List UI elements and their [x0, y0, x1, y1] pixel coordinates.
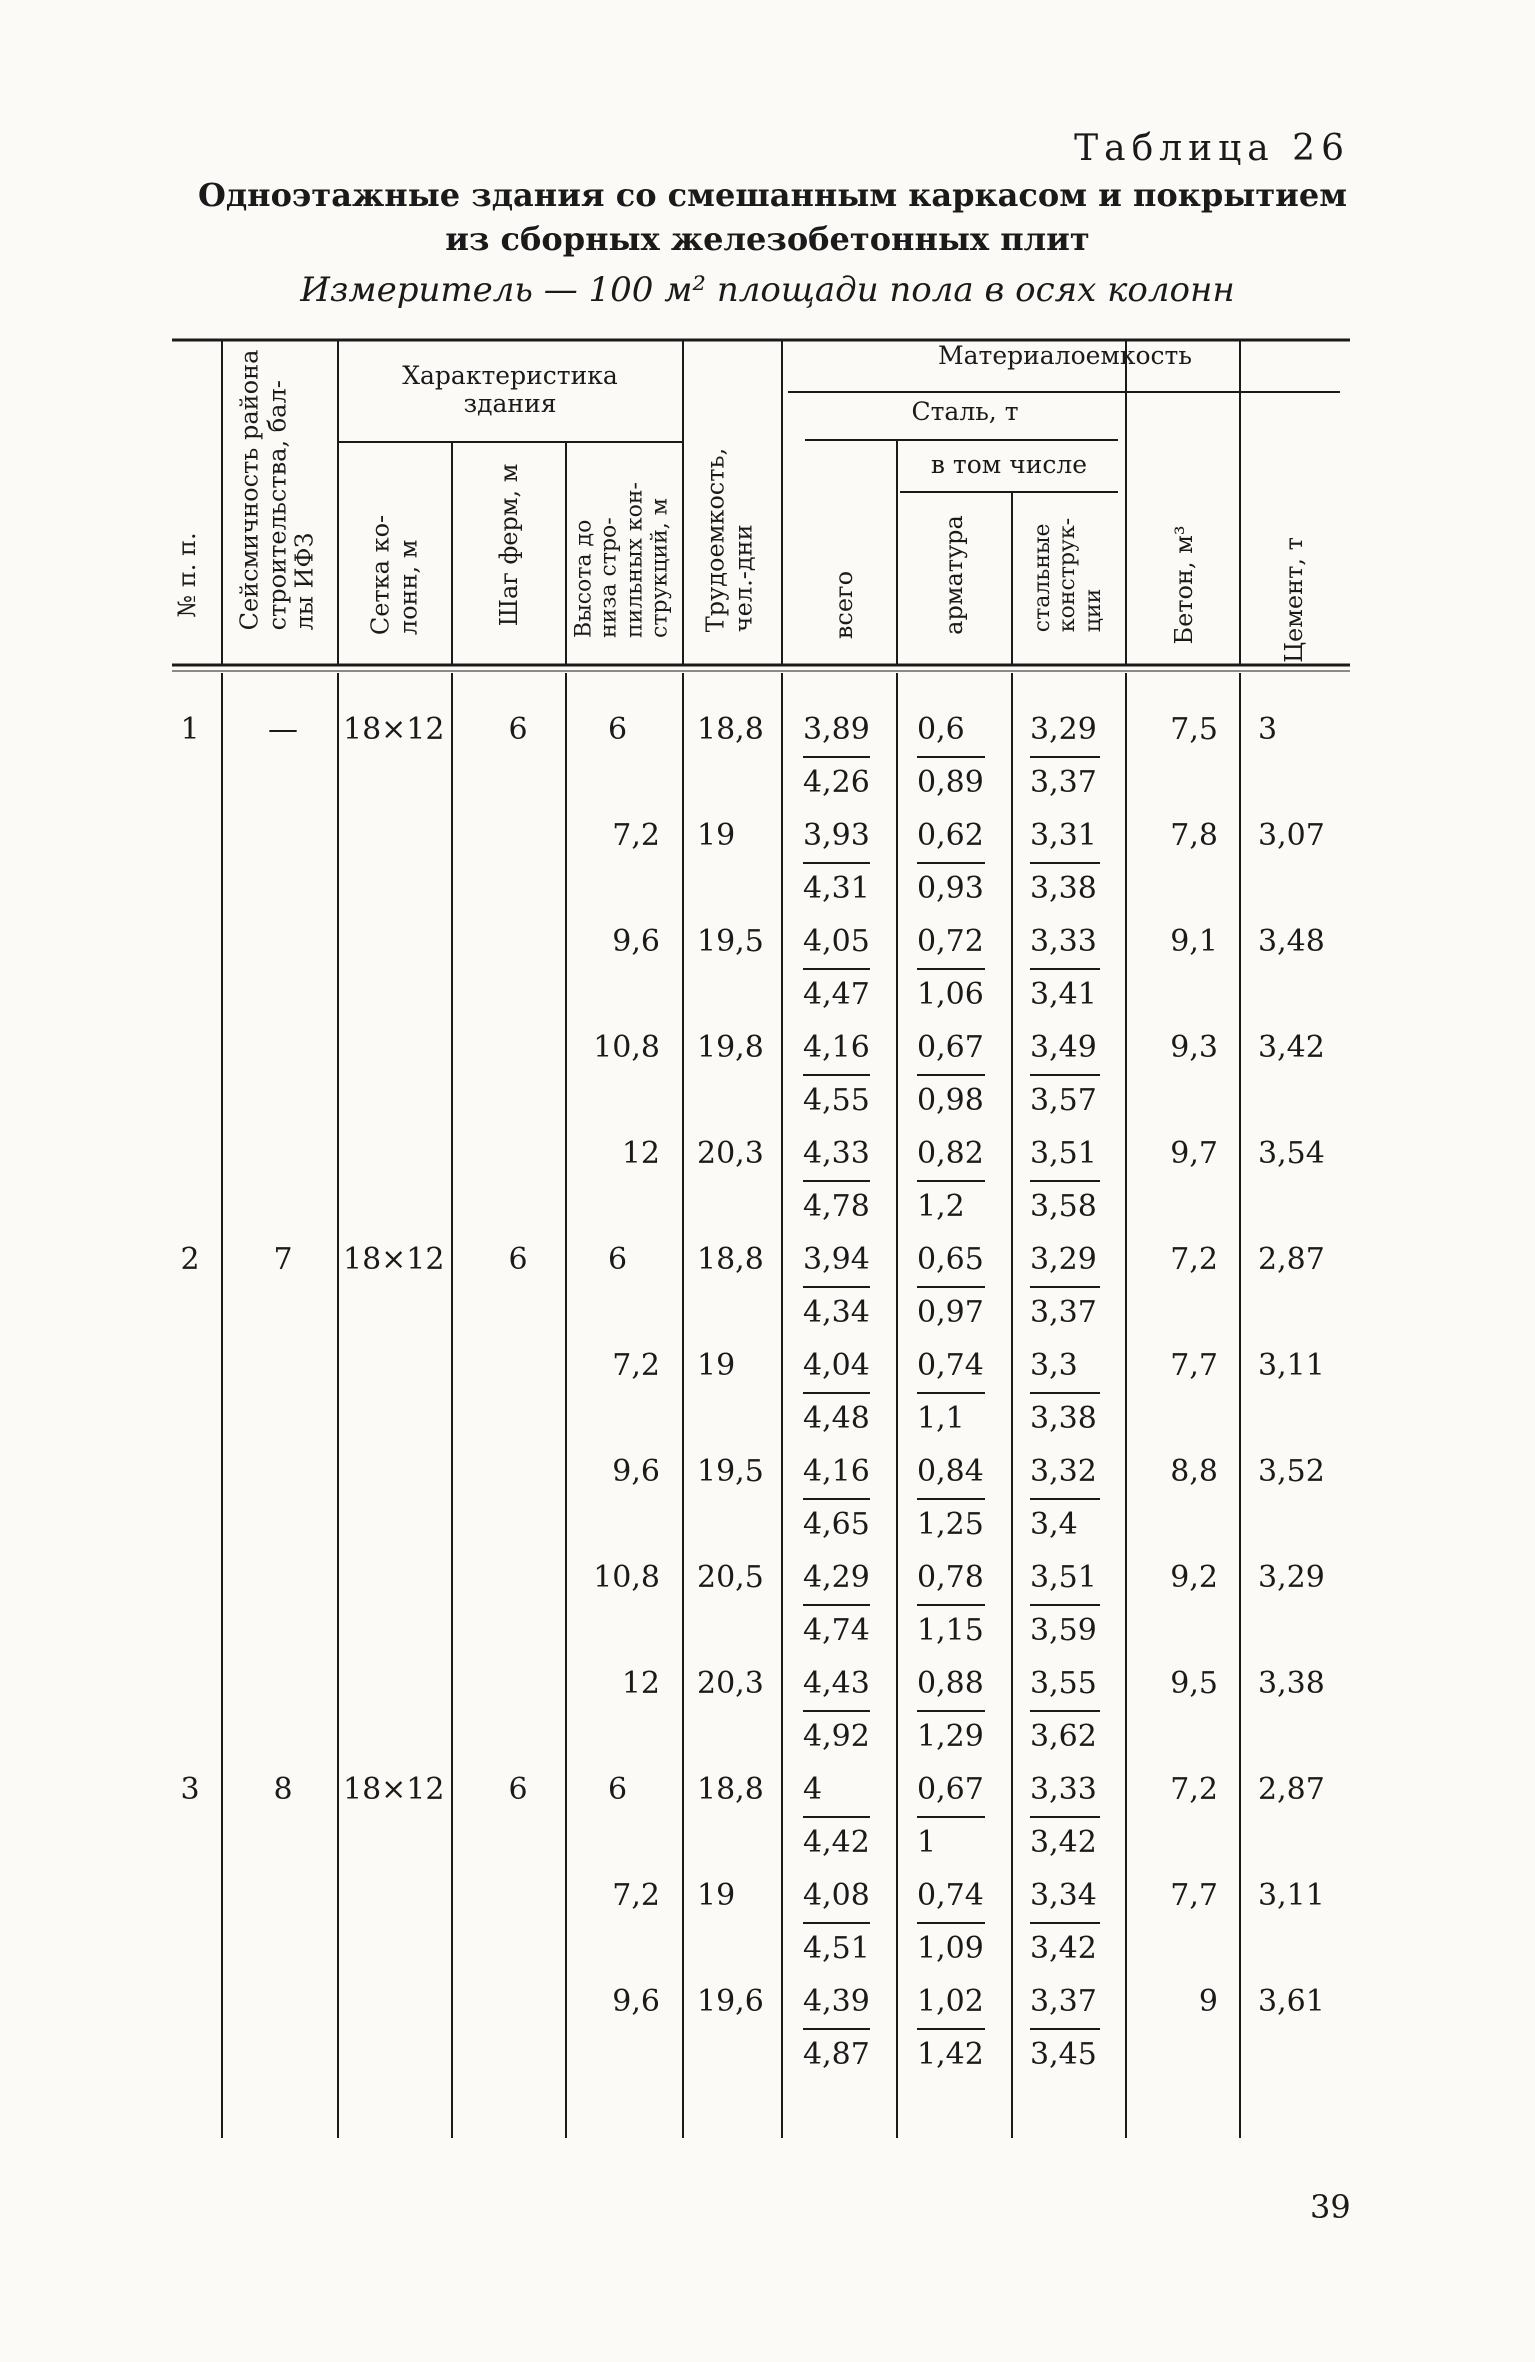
header-labor-line: чел.-дни [729, 524, 757, 633]
row-steel-total: 3,93 [803, 818, 870, 853]
row-cement: 3,54 [1258, 1136, 1325, 1171]
row-rebar: 0,74 [917, 1348, 984, 1383]
row-height: 12 [621, 1666, 660, 1701]
row-rebar-alt: 0,97 [917, 1295, 984, 1330]
header-characteristic-line: здания [463, 388, 557, 418]
row-concrete: 7,5 [1170, 712, 1218, 747]
row-concrete: 7,8 [1170, 818, 1218, 853]
group-num: 2 [180, 1242, 200, 1277]
header-seismic-line: строительства, бал- [263, 380, 292, 631]
group-num: 1 [180, 712, 200, 747]
row-height: 10,8 [593, 1030, 660, 1065]
row-steel-struct-alt: 3,45 [1030, 2037, 1097, 2072]
row-steel-struct: 3,32 [1030, 1454, 1097, 1489]
row-height: 6 [608, 712, 628, 747]
group-truss: 6 [508, 1242, 528, 1277]
row-concrete: 9,5 [1170, 1666, 1218, 1701]
row-cement: 3,11 [1258, 1348, 1325, 1383]
row-steel-struct: 3,49 [1030, 1030, 1097, 1065]
group-truss: 6 [508, 1772, 528, 1807]
row-cement: 3,11 [1258, 1878, 1325, 1913]
row-steel-total: 4,05 [803, 924, 870, 959]
header-grid-line: лонн, м [394, 539, 422, 636]
header-steel: Сталь, т [911, 397, 1019, 426]
row-steel-total: 4,33 [803, 1136, 870, 1171]
row-rebar-alt: 1,25 [917, 1507, 984, 1542]
row-steel-struct-alt: 3,37 [1030, 765, 1097, 800]
row-rebar-alt: 1,09 [917, 1931, 984, 1966]
row-steel-total: 4,04 [803, 1348, 870, 1383]
row-rebar-alt: 0,89 [917, 765, 984, 800]
row-steel-struct: 3,31 [1030, 818, 1097, 853]
row-steel-total-alt: 4,87 [803, 2037, 870, 2072]
header-grid-line: Сетка ко- [366, 514, 395, 636]
row-steel-total-alt: 4,74 [803, 1613, 870, 1648]
row-labor: 19 [697, 1348, 736, 1383]
row-steel-total-alt: 4,31 [803, 871, 870, 906]
row-rebar-alt: 1,29 [917, 1719, 984, 1754]
measure-unit-caption: Измеритель — 100 м² площади пола в осях колонн [300, 270, 1235, 310]
row-labor: 18,8 [697, 1772, 764, 1807]
row-labor: 19,5 [697, 1454, 764, 1489]
row-concrete: 7,7 [1170, 1878, 1218, 1913]
group-seismic: — [268, 712, 298, 747]
row-concrete: 7,2 [1170, 1772, 1218, 1807]
header-height [571, 482, 672, 638]
row-rebar-alt: 1,2 [917, 1189, 965, 1224]
row-labor: 20,3 [697, 1136, 764, 1171]
row-steel-struct: 3,51 [1030, 1560, 1097, 1595]
row-concrete: 7,7 [1170, 1348, 1218, 1383]
row-steel-struct: 3,33 [1030, 1772, 1097, 1807]
row-steel-total-alt: 4,55 [803, 1083, 870, 1118]
row-labor: 20,3 [697, 1666, 764, 1701]
row-steel-struct-alt: 3,38 [1030, 1401, 1097, 1436]
row-steel-struct: 3,29 [1030, 712, 1097, 747]
header-total: всего [830, 570, 859, 640]
header-characteristic [345, 362, 675, 417]
row-rebar: 0,67 [917, 1030, 984, 1065]
row-steel-struct: 3,37 [1030, 1984, 1097, 2019]
header-height-line: струкций, м [647, 498, 673, 638]
row-steel-struct: 3,29 [1030, 1242, 1097, 1277]
row-steel-total: 4,16 [803, 1454, 870, 1489]
row-height: 12 [621, 1136, 660, 1171]
row-labor: 20,5 [697, 1560, 764, 1595]
row-cement: 3,61 [1258, 1984, 1325, 2019]
row-steel-struct-alt: 3,37 [1030, 1295, 1097, 1330]
row-steel-total: 4,43 [803, 1666, 870, 1701]
table-label: Таблица 26 [1074, 128, 1350, 169]
row-rebar: 0,65 [917, 1242, 984, 1277]
row-height: 10,8 [593, 1560, 660, 1595]
row-rebar: 0,88 [917, 1666, 984, 1701]
table-title-line-2: из сборных железобетонных плит [445, 220, 1090, 258]
row-height: 7,2 [612, 818, 660, 853]
page-number: 39 [1310, 2188, 1351, 2226]
header-incl: в том числе [930, 450, 1088, 479]
row-steel-struct-alt: 3,42 [1030, 1931, 1097, 1966]
row-labor: 19,6 [697, 1984, 764, 2019]
header-rebar: арматура [940, 515, 969, 635]
row-height: 9,6 [612, 1984, 660, 2019]
row-steel-struct: 3,51 [1030, 1136, 1097, 1171]
row-steel-total-alt: 4,47 [803, 977, 870, 1012]
row-height: 9,6 [612, 924, 660, 959]
row-steel-total-alt: 4,78 [803, 1189, 870, 1224]
row-rebar: 1,02 [917, 1984, 984, 2019]
row-cement: 3,52 [1258, 1454, 1325, 1489]
row-rebar-alt: 1,1 [917, 1401, 965, 1436]
header-cement: Цемент, т [1280, 537, 1309, 663]
row-steel-total-alt: 4,26 [803, 765, 870, 800]
row-steel-total: 4,39 [803, 1984, 870, 2019]
header-steel-struct-line: ции [1080, 588, 1106, 633]
header-concrete: Бетон, м³ [1170, 525, 1199, 645]
header-num: № п. п. [173, 532, 202, 618]
header-truss: Шаг ферм, м [495, 463, 524, 627]
row-concrete: 7,2 [1170, 1242, 1218, 1277]
header-labor [702, 448, 757, 632]
header-seismic-line: лы ИФЗ [290, 532, 319, 631]
row-steel-struct-alt: 3,62 [1030, 1719, 1097, 1754]
header-steel-struct [1030, 518, 1106, 632]
row-steel-total: 4,29 [803, 1560, 870, 1595]
header-seismic-line: Сейсмичность района [235, 349, 264, 631]
row-rebar: 0,6 [917, 712, 965, 747]
row-steel-struct-alt: 3,4 [1030, 1507, 1078, 1542]
row-rebar: 0,78 [917, 1560, 984, 1595]
row-height: 9,6 [612, 1454, 660, 1489]
row-rebar-alt: 0,93 [917, 871, 984, 906]
row-labor: 19,8 [697, 1030, 764, 1065]
row-cement: 3,48 [1258, 924, 1325, 959]
row-steel-total: 4 [803, 1772, 823, 1807]
row-labor: 19 [697, 1878, 736, 1913]
row-steel-struct: 3,3 [1030, 1348, 1078, 1383]
row-rebar-alt: 1,15 [917, 1613, 984, 1648]
row-rebar: 0,82 [917, 1136, 984, 1171]
row-concrete: 9,2 [1170, 1560, 1218, 1595]
row-steel-struct-alt: 3,59 [1030, 1613, 1097, 1648]
row-labor: 18,8 [697, 712, 764, 747]
row-height: 7,2 [612, 1878, 660, 1913]
header-steel-struct-line: конструк- [1055, 517, 1081, 633]
row-steel-struct-alt: 3,58 [1030, 1189, 1097, 1224]
row-rebar: 0,62 [917, 818, 984, 853]
group-seismic: 7 [273, 1242, 293, 1277]
row-steel-total: 4,16 [803, 1030, 870, 1065]
row-labor: 19 [697, 818, 736, 853]
row-steel-struct-alt: 3,42 [1030, 1825, 1097, 1860]
row-steel-total-alt: 4,42 [803, 1825, 870, 1860]
row-steel-struct: 3,34 [1030, 1878, 1097, 1913]
row-labor: 18,8 [697, 1242, 764, 1277]
group-grid: 18×12 [343, 1242, 445, 1277]
row-steel-total-alt: 4,48 [803, 1401, 870, 1436]
row-rebar: 0,74 [917, 1878, 984, 1913]
row-rebar: 0,67 [917, 1772, 984, 1807]
row-rebar-alt: 1,06 [917, 977, 984, 1012]
row-cement: 3,38 [1258, 1666, 1325, 1701]
row-steel-struct: 3,33 [1030, 924, 1097, 959]
row-steel-total: 3,94 [803, 1242, 870, 1277]
row-concrete: 9 [1198, 1984, 1218, 2019]
row-cement: 2,87 [1258, 1242, 1325, 1277]
row-cement: 3,29 [1258, 1560, 1325, 1595]
group-truss: 6 [508, 712, 528, 747]
row-steel-total-alt: 4,65 [803, 1507, 870, 1542]
row-rebar-alt: 1 [917, 1825, 937, 1860]
header-labor-line: Трудоемкость, [701, 447, 730, 633]
header-seismic [237, 350, 320, 631]
row-rebar-alt: 0,98 [917, 1083, 984, 1118]
row-steel-total-alt: 4,34 [803, 1295, 870, 1330]
group-seismic: 8 [273, 1772, 293, 1807]
header-materials: Материалоемкость [938, 341, 1192, 370]
row-steel-struct-alt: 3,41 [1030, 977, 1097, 1012]
header-height-line: низа стро- [596, 517, 622, 638]
header-height-line: Высота до [571, 519, 597, 638]
row-concrete: 9,7 [1170, 1136, 1218, 1171]
table-title-line-1: Одноэтажные здания со смешанным каркасом и покрытием [197, 176, 1348, 214]
row-cement: 2,87 [1258, 1772, 1325, 1807]
row-steel-struct: 3,55 [1030, 1666, 1097, 1701]
header-characteristic-line: Характеристика [402, 361, 618, 390]
row-rebar: 0,72 [917, 924, 984, 959]
header-steel-struct-line: стальные [1030, 523, 1056, 633]
row-rebar-alt: 1,42 [917, 2037, 984, 2072]
row-concrete: 9,1 [1170, 924, 1218, 959]
header-height-line: пильных кон- [622, 482, 647, 638]
row-height: 6 [608, 1772, 628, 1807]
row-steel-total-alt: 4,51 [803, 1931, 870, 1966]
row-steel-struct-alt: 3,57 [1030, 1083, 1097, 1118]
row-steel-total: 3,89 [803, 712, 870, 747]
row-cement: 3,42 [1258, 1030, 1325, 1065]
row-height: 7,2 [612, 1348, 660, 1383]
row-steel-total: 4,08 [803, 1878, 870, 1913]
row-concrete: 8,8 [1170, 1454, 1218, 1489]
row-steel-struct-alt: 3,38 [1030, 871, 1097, 906]
row-labor: 19,5 [697, 924, 764, 959]
row-rebar: 0,84 [917, 1454, 984, 1489]
row-cement: 3,07 [1258, 818, 1325, 853]
row-concrete: 9,3 [1170, 1030, 1218, 1065]
group-grid: 18×12 [343, 712, 445, 747]
row-cement: 3 [1258, 712, 1278, 747]
group-grid: 18×12 [343, 1772, 445, 1807]
row-steel-total-alt: 4,92 [803, 1719, 870, 1754]
group-num: 3 [180, 1772, 200, 1807]
row-height: 6 [608, 1242, 628, 1277]
header-grid [367, 515, 422, 635]
